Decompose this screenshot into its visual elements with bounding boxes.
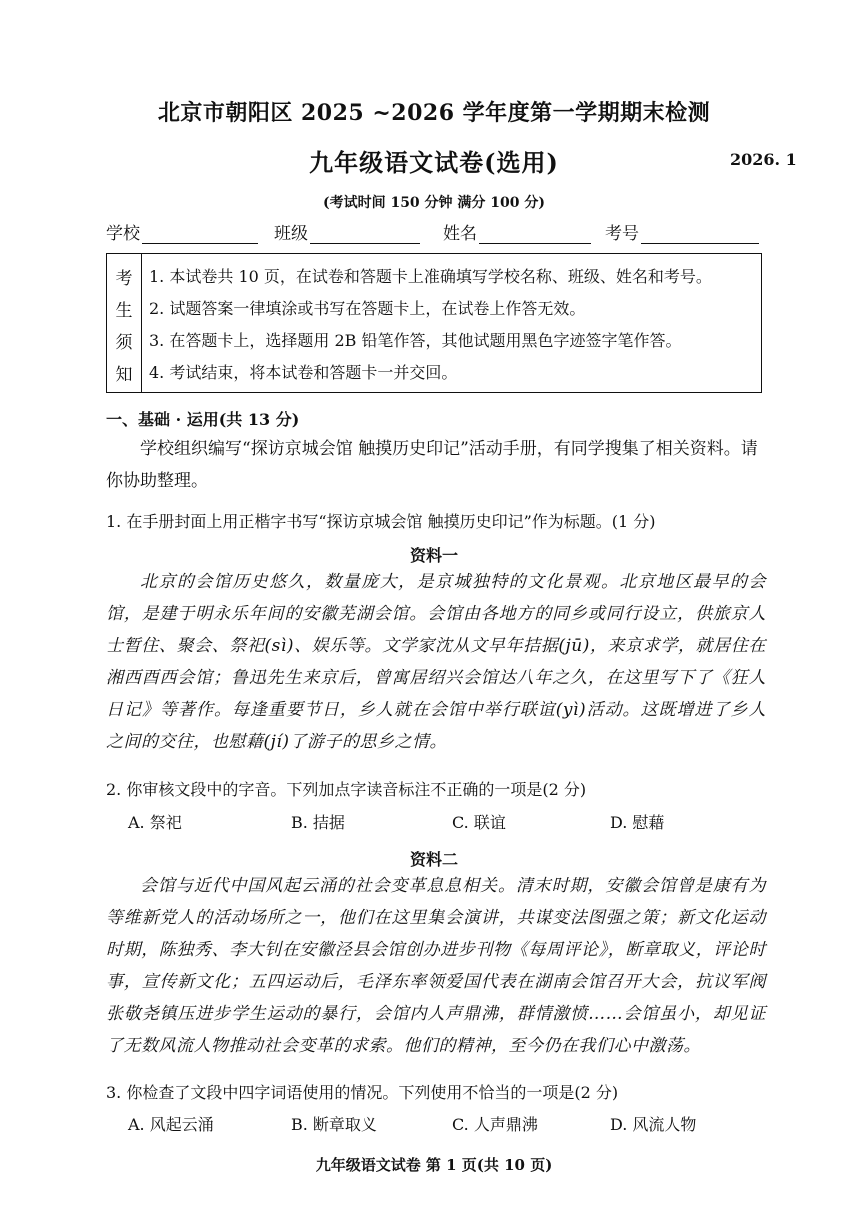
material-1-title: 资料一 [409,546,458,565]
notes-heading-char: 考 [115,269,133,289]
note-item: 2. 试题答案一律填涂或书写在答题卡上，在试卷上作答无效。 [149,299,586,318]
q2-option-d[interactable]: D. 慰藉 [610,813,665,832]
notes-heading [107,254,142,392]
question-2: 2. 你审核文段中的字音。下列加点字读音标注不正确的一项是(2 分) [106,780,587,799]
notes-heading-char: 生 [115,301,133,321]
exam-no-blank[interactable] [641,225,759,244]
q2-option-a[interactable]: A. 祭祀 [128,813,182,832]
q2-option-c[interactable]: C. 联谊 [452,813,506,832]
notes-heading-char: 知 [115,365,133,385]
q2-option-b[interactable]: B. 拮据 [291,813,345,832]
exam-date: 2026. 1 [730,150,797,169]
exam-notes-box [106,253,762,393]
q3-option-b[interactable]: B. 断章取义 [291,1115,377,1134]
question-1: 1. 在手册封面上用正楷字书写“探访京城会馆 触摸历史印记”作为标题。(1 分) [106,512,656,531]
class-label: 班级 [274,224,308,244]
class-field[interactable] [274,219,420,244]
exam-no-field[interactable] [605,219,759,244]
school-label: 学校 [106,224,140,244]
q3-option-a[interactable]: A. 风起云涌 [128,1115,214,1134]
material-2-title: 资料二 [409,850,458,869]
material-2-text: 会馆与近代中国风起云涌的社会变革息息相关。清末时期，安徽会馆曾是康有为等维新党人的活动场所之一，他们在这里集会演讲，共谋变法图强之策；新文化运动时期，陈独秀、李大钊在安徽泾县会馆创办进步刊物《每周评论》，断章取义，评论时事，宣传新文化；五四运动后，毛泽东率领爱国代表在湖南会馆召开大会，抗议军阀张敬尧镇压进步学生运动的暴行，会馆内人声鼎沸，群情激愤……会馆虽小，却见证了无数风流人物推动社会变革的求索。他们的精神，至今仍在我们心中激荡。 [106,876,766,1056]
section-title: 一、基础 · 运用(共 13 分) [106,410,300,429]
exam-no-label: 考号 [605,224,639,244]
school-field[interactable] [106,219,258,244]
q3-option-d[interactable]: D. 风流人物 [610,1115,697,1134]
notes-heading-char: 须 [115,333,133,353]
paper-subtitle: 九年级语文试卷(选用) [309,148,559,177]
class-blank[interactable] [310,225,420,244]
q3-option-c[interactable]: C. 人声鼎沸 [452,1115,538,1134]
name-field[interactable] [443,219,591,244]
note-item: 4. 考试结束，将本试卷和答题卡一并交回。 [149,363,458,382]
name-label: 姓名 [443,224,477,244]
section-intro: 学校组织编写“探访京城会馆 触摸历史印记”活动手册，有同学搜集了相关资料。请你协助整理。 [106,439,758,491]
note-item: 1. 本试卷共 10 页，在试卷和答题卡上准确填写学校名称、班级、姓名和考号。 [149,267,712,286]
exam-title: 北京市朝阳区 2025 ~2026 学年度第一学期期末检测 [157,100,711,126]
exam-info: (考试时间 150 分钟 满分 100 分) [322,195,546,211]
note-item: 3. 在答题卡上，选择题用 2B 铅笔作答，其他试题用黑色字迹签字笔作答。 [149,331,682,350]
page-footer: 九年级语文试卷 第 1 页(共 10 页) [315,1156,553,1174]
school-blank[interactable] [142,225,258,244]
name-blank[interactable] [479,225,591,244]
question-3: 3. 你检查了文段中四字词语使用的情况。下列使用不恰当的一项是(2 分) [106,1083,619,1102]
material-1-text: 北京的会馆历史悠久，数量庞大，是京城独特的文化景观。北京地区最早的会馆，是建于明永乐年间的安徽芜湖会馆。会馆由各地方的同乡或同行设立，供旅京人士暂住、聚会、祭祀(sì)、娱乐等。文学家沈从文早年拮据(jū)，来京求学，就居住在湘西酉西会馆；鲁迅先生来京后，曾寓居绍兴会馆达八年之久，在这里写下了《狂人日记》等著作。每逢重要节日，乡人就在会馆中举行联谊(yì)活动。这既增进了乡人之间的交往，也慰藉(jí)了游子的思乡之情。 [106,572,766,752]
